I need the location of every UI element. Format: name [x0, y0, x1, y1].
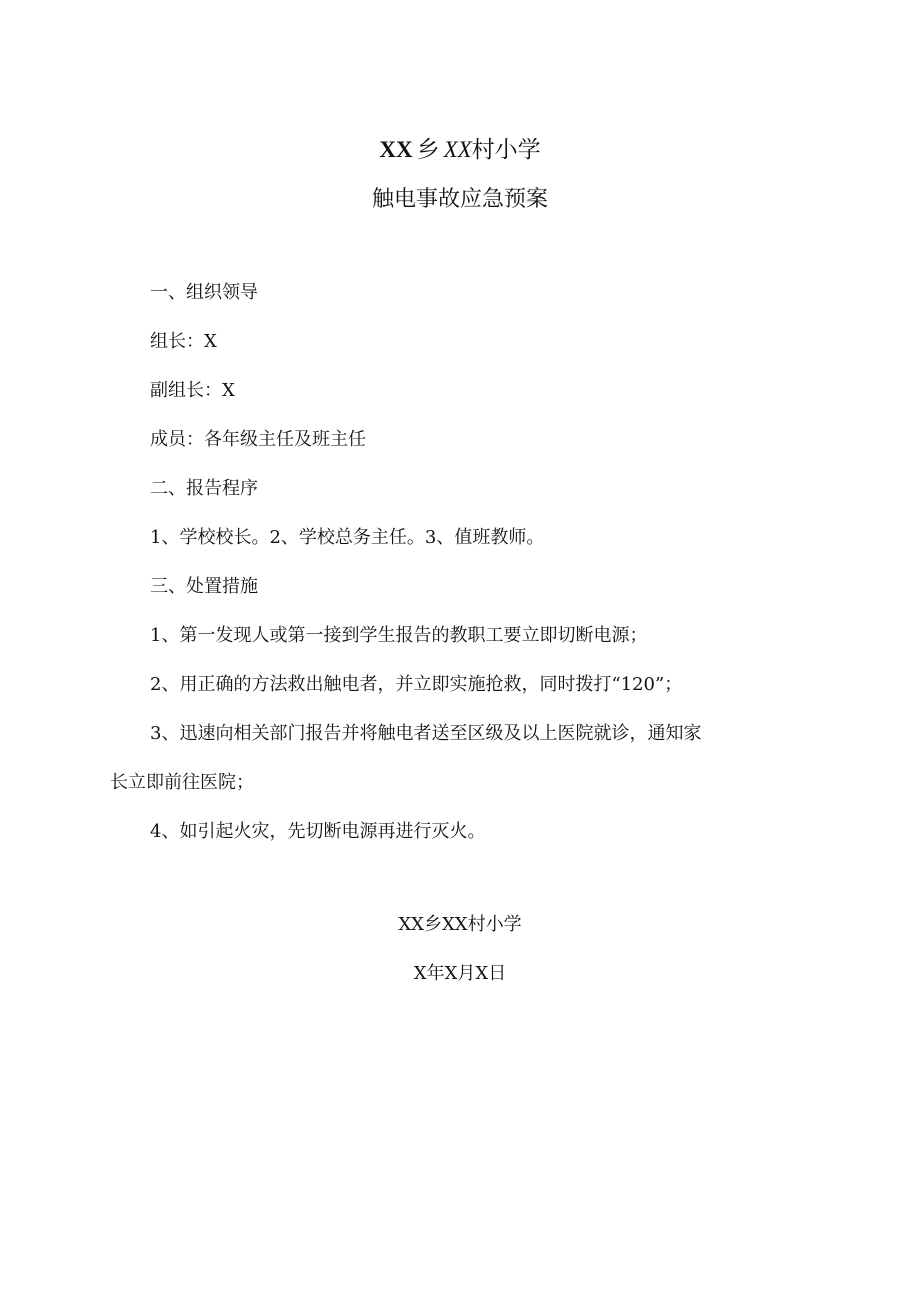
- members-line: 成员：各年级主任及班主任: [150, 429, 366, 450]
- measure-3-line1: 3、迅速向相关部门报告并将触电者送至区级及以上医院就诊，通知家: [150, 723, 702, 744]
- measure-2-line: 2、用正确的方法救出触电者，并立即实施抢救，同时拨打“120”；: [150, 674, 683, 695]
- document-subtitle: 触电事故应急预案: [371, 187, 548, 212]
- deputy-leader-line: 副组长：X: [150, 380, 235, 401]
- section1-heading: 一、组织领导: [150, 282, 258, 303]
- title-xiang: 乡: [416, 137, 440, 163]
- measure-3-line2: 长立即前往医院；: [110, 772, 254, 793]
- title-cun: 村小学: [471, 137, 541, 163]
- leader-line: 组长：X: [150, 331, 217, 352]
- title-xx-2: XX: [443, 137, 472, 162]
- section2-heading: 二、报告程序: [150, 478, 258, 499]
- report-order-line: 1、学校校长。2、学校总务主任。3、值班教师。: [150, 527, 545, 548]
- title-xx-1: XX: [379, 137, 413, 162]
- signature-date: X年X月X日: [413, 963, 507, 984]
- signature-school: XX乡XX村小学: [398, 914, 522, 935]
- measure-4-line: 4、如引起火灾，先切断电源再进行灭火。: [150, 821, 486, 842]
- measure-1-line: 1、第一发现人或第一接到学生报告的教职工要立即切断电源；: [150, 625, 648, 646]
- section3-heading: 三、处置措施: [150, 576, 258, 597]
- document-title: [0, 135, 920, 165]
